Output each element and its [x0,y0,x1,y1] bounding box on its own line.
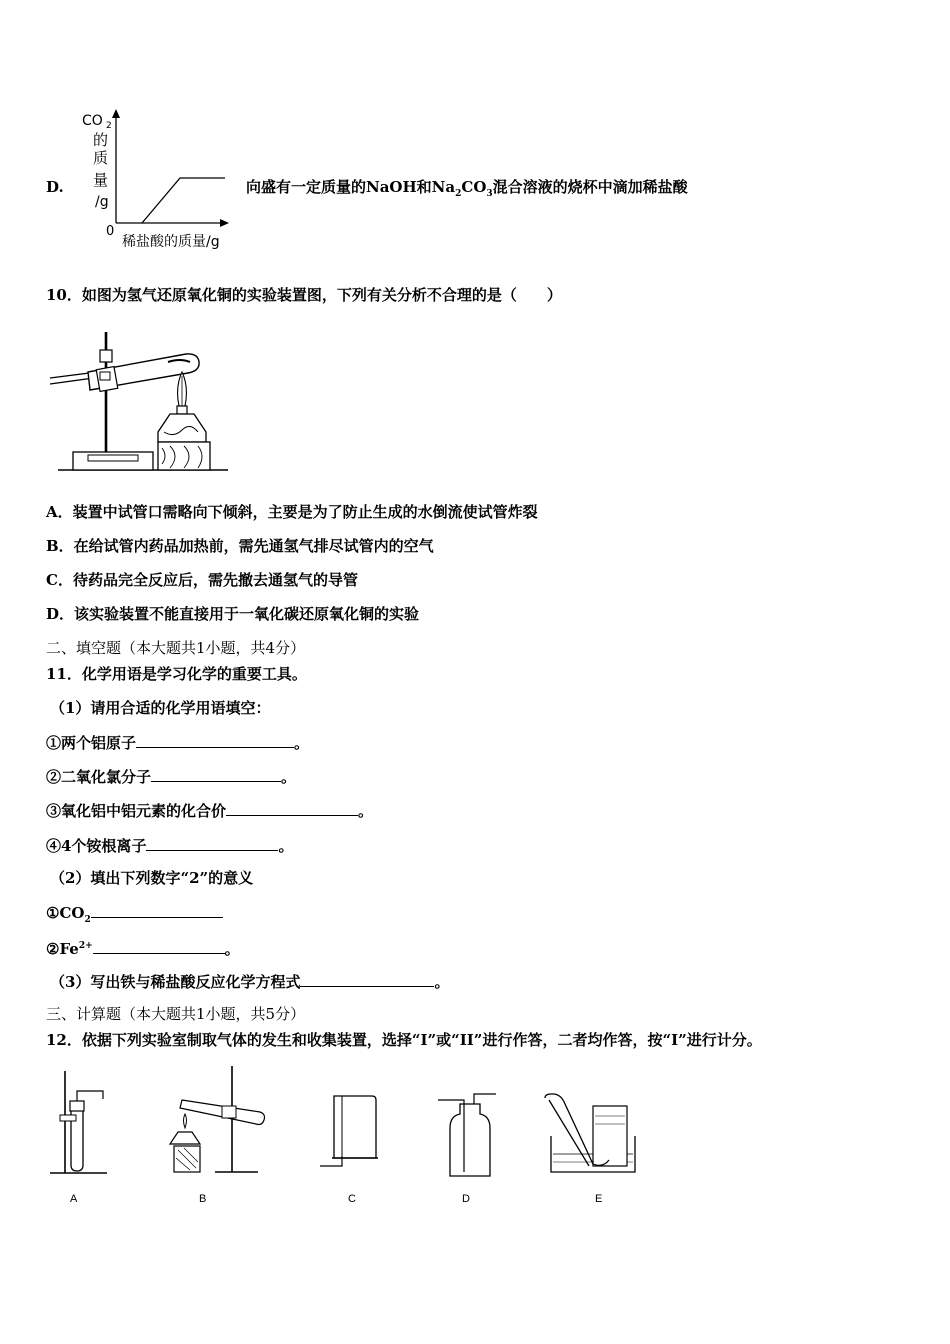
q9d-y-label-char1: 的 [93,131,109,149]
q11-item1: ①两个铝原子 。 [46,734,310,752]
q11-part3: （3）写出铁与稀盐酸反应化学方程式 。 [50,973,450,991]
section-2-heading: 二、填空题（本大题共1小题，共4分） [46,639,306,657]
q10-option-b: B．在给试管内药品加热前，需先通氢气排尽试管内的空气 [46,537,434,555]
apparatus-d [430,1090,505,1180]
apparatus-c-label: C [348,1193,356,1205]
q11-item2a: $①CO_2$ [46,902,223,930]
q11-item3: ③氧化铝中铝元素的化合价 。 [46,802,374,820]
q9d-graph [75,105,250,255]
answer-blank[interactable] [226,800,358,816]
section-3-heading: 三、计算题（本大题共1小题，共5分） [46,1005,306,1023]
q9d-description: 向盛有一定质量的NaOH和$Na_2CO_3$混合溶液的烧杯中滴加稀盐酸 [246,178,688,199]
q10-option-d: D．该实验装置不能直接用于一氧化碳还原氧化铜的实验 [46,605,420,623]
q9d-y-label-unit: /g [95,194,109,210]
q12-stem: 12．依据下列实验室制取气体的发生和收集装置，选择“I”或“II”进行作答，二者均作答，按“I”进行计分。 [46,1031,762,1049]
answer-blank[interactable] [91,902,223,918]
q9d-y-label-sub: 2 [106,121,112,131]
apparatus-b-label: B [199,1193,207,1205]
q10-option-a: A．装置中试管口需略向下倾斜，主要是为了防止生成的水倒流使试管炸裂 [46,503,538,521]
apparatus-b [160,1062,270,1180]
q9d-y-label-char3: 量 [93,171,109,189]
answer-blank[interactable] [151,766,281,782]
q9d-option-label: D. [46,178,64,196]
q9d-y-label-char2: 质 [93,149,109,167]
answer-blank[interactable] [300,971,434,987]
apparatus-c [312,1090,387,1180]
q11-item2b: $②Fe^{2+}$ 。 [46,940,240,958]
hydrogen-reduction-apparatus [48,312,233,477]
q9d-x-label: 稀盐酸的质量/g [122,234,220,250]
apparatus-e-label: E [595,1193,603,1205]
apparatus-a [45,1065,115,1180]
apparatus-e [543,1090,643,1185]
q10-option-c: C．待药品完全反应后，需先撤去通氢气的导管 [46,571,358,589]
q11-part2: （2）填出下列数字“2”的意义 [50,869,254,887]
answer-blank[interactable] [146,835,278,851]
q9d-curve [142,178,225,223]
q9d-origin: 0 [106,224,115,239]
apparatus-d-label: D [462,1193,470,1205]
q11-item2: ②二氧化氯分子 。 [46,768,297,786]
answer-blank[interactable] [93,938,225,954]
q11-part1: （1）请用合适的化学用语填空： [50,699,271,717]
q9d-y-label-co: CO [82,113,103,129]
q11-item4: ④4个铵根离子 。 [46,837,294,855]
apparatus-a-label: A [70,1193,78,1205]
q11-stem: 11．化学用语是学习化学的重要工具。 [46,665,307,683]
answer-blank[interactable] [136,732,294,748]
q10-stem: 10．如图为氢气还原氧化铜的实验装置图，下列有关分析不合理的是（ ） [46,286,562,304]
